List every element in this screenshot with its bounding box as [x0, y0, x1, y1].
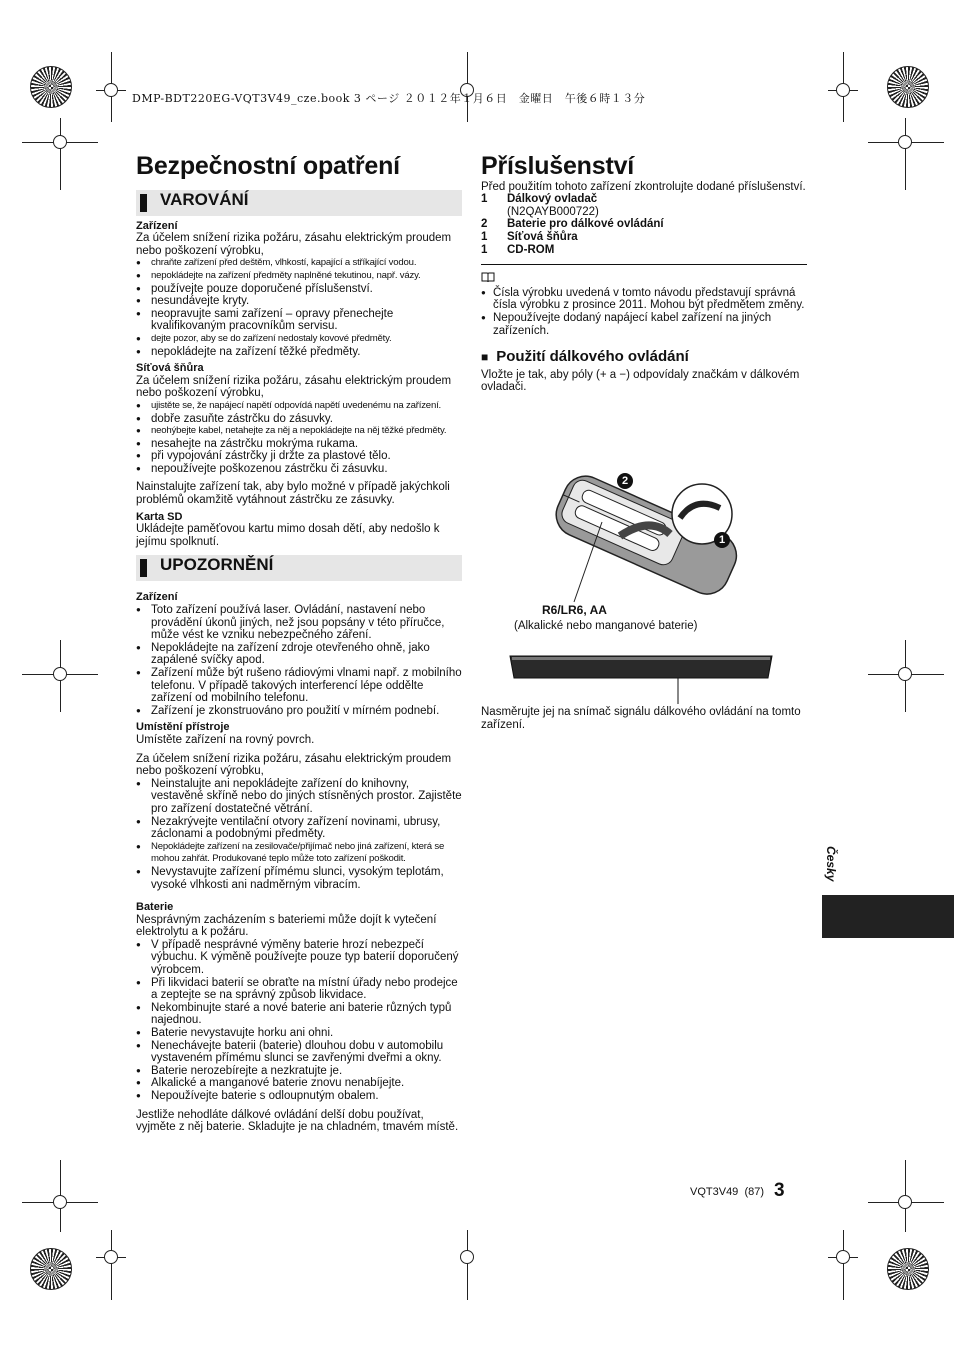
- registration-burst-mark: [887, 1248, 929, 1290]
- list-item: ● Zařízení je zkonstruováno pro použití v mírném podnebí.: [136, 705, 462, 718]
- accessory-row: 1 Dálkový ovladač: [481, 193, 598, 206]
- list-item: ● nesundávejte kryty.: [136, 295, 462, 308]
- caution-battery-list: [136, 939, 462, 1103]
- warning-heading-band: [136, 190, 462, 216]
- accessories-list: [481, 193, 807, 256]
- battery-type-label: R6/LR6, AA: [542, 603, 607, 617]
- list-item: ● chraňte zařízení před deštěm, vlhkostí, kapající a stříkající vodou.: [136, 257, 462, 270]
- caution-place-intro: Za účelem snížení rizika požáru, zásahu elektrickým proudem nebo poškození výrobku,: [136, 752, 452, 778]
- language-tab: [822, 895, 954, 938]
- step-1-badge: 1: [714, 532, 730, 548]
- registration-mark: [53, 667, 67, 681]
- book-icon: [481, 272, 495, 283]
- list-item: ● Nepokládejte na zařízení zdroje otevřeného ohně, jako zapálené svíčky apod.: [136, 642, 462, 667]
- registration-mark: [53, 135, 67, 149]
- list-item: ● používejte pouze doporučené příslušenství.: [136, 283, 462, 296]
- crop-mark: [843, 1230, 844, 1300]
- caution-heading: UPOZORNĚNÍ: [160, 555, 274, 575]
- remote-heading: ■ Použití dálkového ovládání: [481, 348, 689, 366]
- accessory-row: 1 Síťová šňůra: [481, 230, 578, 243]
- crop-mark: [60, 118, 61, 190]
- warning-heading: VAROVÁNÍ: [160, 189, 249, 209]
- list-item: ● Nekombinujte staré a nové baterie ani baterie různých typů najednou.: [136, 1002, 462, 1027]
- registration-mark: [104, 83, 118, 97]
- registration-mark: [898, 135, 912, 149]
- page-number: 3: [774, 1180, 785, 1201]
- list-item: ● Nevystavujte zařízení přímému slunci, vysokým teplotám, vysoké vlhkosti ani nadměrným vibracím.: [136, 866, 462, 891]
- caution-place-list: [136, 778, 462, 891]
- warning-device-intro: Za účelem snížení rizika požáru, zásahu elektrickým proudem nebo poškození výrobku,: [136, 232, 452, 257]
- list-item: ● neopravujte sami zařízení – opravy přenechejte kvalifikovaným pracovníkům servisu.: [136, 308, 462, 333]
- accessories-intro: Před použitím tohoto zařízení zkontrolujte dodané příslušenství.: [481, 180, 806, 193]
- warning-sd-text: Ukládejte paměťovou kartu mimo dosah dětí, aby nedošlo k jejímu spolknutí.: [136, 523, 440, 548]
- registration-burst-mark: [30, 66, 72, 108]
- book-header-line: DMP-BDT220EG-VQT3V49_cze.book 3 ページ ２０１２年１月６日 金曜日 午後６時１３分: [132, 92, 646, 105]
- list-item: ● Čísla výrobku uvedená v tomto návodu představují správná čísla výrobku z prosince 2011. Mohou být předmětem změny.: [481, 287, 807, 312]
- warning-cord-intro: Za účelem snížení rizika požáru, zásahu elektrickým proudem nebo poškození výrobku,: [136, 374, 452, 400]
- registration-mark: [898, 1195, 912, 1209]
- warning-sd-label: Karta SD: [136, 510, 183, 523]
- left-column: [136, 152, 462, 1134]
- caution-battery-intro: Nesprávným zacházením s bateriemi může dojít k vytečení elektrolytu a k požáru.: [136, 913, 437, 939]
- caution-device-list: [136, 604, 462, 717]
- caution-device-label: Zařízení: [136, 591, 178, 604]
- crop-mark: [467, 1230, 468, 1300]
- list-item: ● nepokládejte na zařízení těžké předměty.: [136, 346, 462, 359]
- page-title-accessories: Příslušenství: [481, 152, 635, 180]
- list-item: ● při vypojování zástrčky ji držte za plastové tělo.: [136, 450, 462, 463]
- list-item: ● Nenechávejte baterii (baterie) dlouhou dobu v automobilu vystaveném přímému slunci se zavřenými dveřmi a okny.: [136, 1040, 462, 1065]
- step-2-badge: 2: [617, 473, 633, 489]
- player-illustration: [506, 652, 776, 706]
- registration-burst-mark: [887, 66, 929, 108]
- list-item: ● Alkalické a manganové baterie znovu nenabíjejte.: [136, 1077, 462, 1090]
- registration-mark: [460, 1250, 474, 1264]
- caution-battery-note: Jestliže nehodláte dálkové ovládání delší dobu používat, vyjměte z něj baterie. Skladujte je na chladném, tmavém místě.: [136, 1108, 459, 1134]
- list-item: ● Neinstalujte ani nepokládejte zařízení do knihovny, vestavěné skříně nebo do jiných stísněných prostor. Zajistěte pro zařízení dostatečné větrání.: [136, 778, 462, 816]
- language-label: Česky: [824, 846, 838, 882]
- list-item: ● Nepoužívejte baterie s odloupnutým obalem.: [136, 1090, 462, 1103]
- list-item: ● Baterie nevystavujte horku ani ohni.: [136, 1027, 462, 1040]
- accessory-row: 1 CD-ROM: [481, 243, 555, 256]
- warning-cord-list: [136, 400, 462, 476]
- registration-burst-mark: [30, 1248, 72, 1290]
- list-item: ● nepokládejte na zařízení předměty naplněné tekutinou, např. vázy.: [136, 270, 462, 283]
- footer-code: VQT3V49 (87): [690, 1186, 764, 1198]
- list-item: ● Při likvidaci baterií se obraťte na místní úřady nebo prodejce a zeptejte se na správný způsob likvidace.: [136, 977, 462, 1002]
- list-item: ● neohýbejte kabel, netahejte za něj a nepokládejte na něj těžké předměty.: [136, 425, 462, 438]
- crop-mark: [111, 1230, 112, 1300]
- warning-device-list: [136, 257, 462, 358]
- registration-mark: [836, 83, 850, 97]
- list-item: ● nepoužívejte poškozenou zástrčku či zásuvku.: [136, 463, 462, 476]
- list-item: ● Zařízení může být rušeno rádiovými vlnami např. z mobilního telefonu. V případě takových interferencí lépe oddělte zařízení od mobilního telefonu.: [136, 667, 462, 705]
- warning-cord-note: Nainstalujte zařízení tak, aby bylo možné v případě jakýchkoli problémů okamžitě vytáhnout zástrčku ze zásuvky.: [136, 481, 450, 507]
- caution-place-label: Umístění přístroje: [136, 721, 230, 734]
- notes-list: [481, 287, 807, 337]
- aim-instructions: Nasměrujte jej na snímač signálu dálkového ovládání na tomto zařízení.: [481, 706, 801, 731]
- crop-mark: [905, 118, 906, 190]
- battery-type-desc: (Alkalické nebo manganové baterie): [514, 620, 698, 632]
- caution-place-text: Umístěte zařízení na rovný povrch.: [136, 733, 315, 746]
- accessory-code: (N2QAYB000722): [507, 205, 599, 218]
- list-item: ● dejte pozor, aby se do zařízení nedostaly kovové předměty.: [136, 333, 462, 346]
- list-item: ● Nepoužívejte dodaný napájecí kabel zařízení na jiných zařízeních.: [481, 312, 807, 337]
- registration-mark: [53, 1195, 67, 1209]
- warning-cord-label: Síťová šňůra: [136, 362, 204, 375]
- list-item: ● Nezakrývejte ventilační otvory zařízení novinami, ubrusy, záclonami a podobnými předměty.: [136, 816, 462, 841]
- warning-device-label: Zařízení: [136, 219, 178, 232]
- list-item: ● Nepokládejte zařízení na zesilovače/přijímač nebo jiná zařízení, která se mohou zahřát. Produkované teplo může toto zařízení poškodit.: [136, 841, 462, 866]
- list-item: ● Toto zařízení používá laser. Ovládání, nastavení nebo provádění úkonů jiných, než jsou popsány v této příručce, může vést ke vzniku nebezpečného záření.: [136, 604, 462, 642]
- accessory-row: 2 Baterie pro dálkové ovládání: [481, 218, 664, 231]
- list-item: ● Baterie nerozebírejte a nezkratujte je.: [136, 1065, 462, 1078]
- registration-mark: [104, 1250, 118, 1264]
- registration-mark: [898, 667, 912, 681]
- remote-instructions: Vložte je tak, aby póly (+ a −) odpovídaly značkám v dálkovém ovladači.: [481, 368, 800, 394]
- list-item: ● nesahejte na zástrčku mokrýma rukama.: [136, 438, 462, 451]
- page-title-safety: Bezpečnostní opatření: [136, 152, 400, 180]
- list-item: ● V případě nesprávné výměny baterie hrozí nebezpečí výbuchu. K výměně používejte pouze typ baterií doporučený výrobcem.: [136, 939, 462, 977]
- right-column: [481, 152, 807, 394]
- caution-battery-label: Baterie: [136, 901, 174, 914]
- list-item: ● dobře zasuňte zástrčku do zásuvky.: [136, 413, 462, 426]
- list-item: ● ujistěte se, že napájecí napětí odpovídá napětí uvedenému na zařízení.: [136, 400, 462, 413]
- registration-mark: [836, 1250, 850, 1264]
- caution-heading-band: [136, 555, 462, 581]
